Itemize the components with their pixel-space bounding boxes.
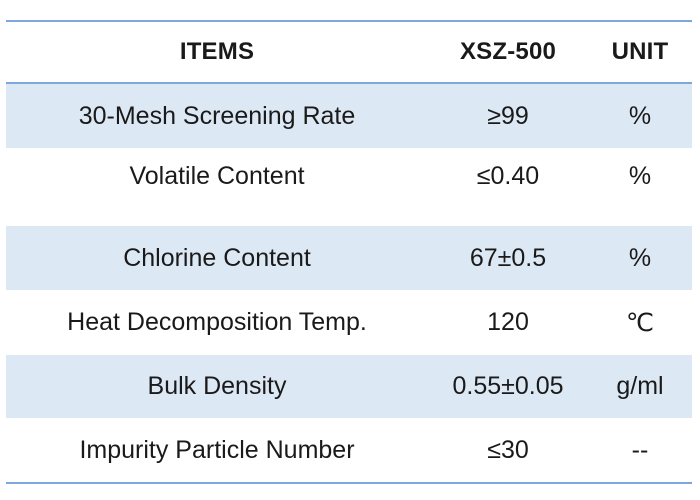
table-row <box>6 226 692 290</box>
row-value: 67±0.5 <box>469 243 547 272</box>
spec-table <box>6 20 692 484</box>
table-row <box>6 418 692 482</box>
table-row <box>6 148 692 226</box>
row-value: ≤30 <box>487 435 529 464</box>
row-unit: % <box>628 161 652 190</box>
row-value: 0.55±0.05 <box>452 372 564 400</box>
row-value: ≥99 <box>487 101 529 130</box>
table-row <box>6 290 692 355</box>
table-row <box>6 355 692 418</box>
row-value: 120 <box>487 308 529 336</box>
row-unit: ℃ <box>625 308 655 337</box>
row-unit: % <box>628 243 652 272</box>
row-value: ≤0.40 <box>476 161 540 190</box>
row-item: Impurity Particle Number <box>79 435 355 464</box>
header-model: XSZ-500 <box>459 38 557 65</box>
table-row <box>6 84 692 148</box>
row-item: Volatile Content <box>129 161 305 190</box>
row-item: Chlorine Content <box>123 243 311 272</box>
row-unit: -- <box>631 435 649 464</box>
row-item: Heat Decomposition Temp. <box>67 308 367 336</box>
bottom-rule <box>6 482 692 484</box>
header-unit: UNIT <box>611 38 669 65</box>
row-unit: % <box>628 101 652 130</box>
header-items: ITEMS <box>179 38 255 65</box>
table-header <box>6 22 692 82</box>
row-item: 30-Mesh Screening Rate <box>78 101 356 130</box>
row-unit: g/ml <box>616 372 664 400</box>
row-item: Bulk Density <box>147 372 287 400</box>
